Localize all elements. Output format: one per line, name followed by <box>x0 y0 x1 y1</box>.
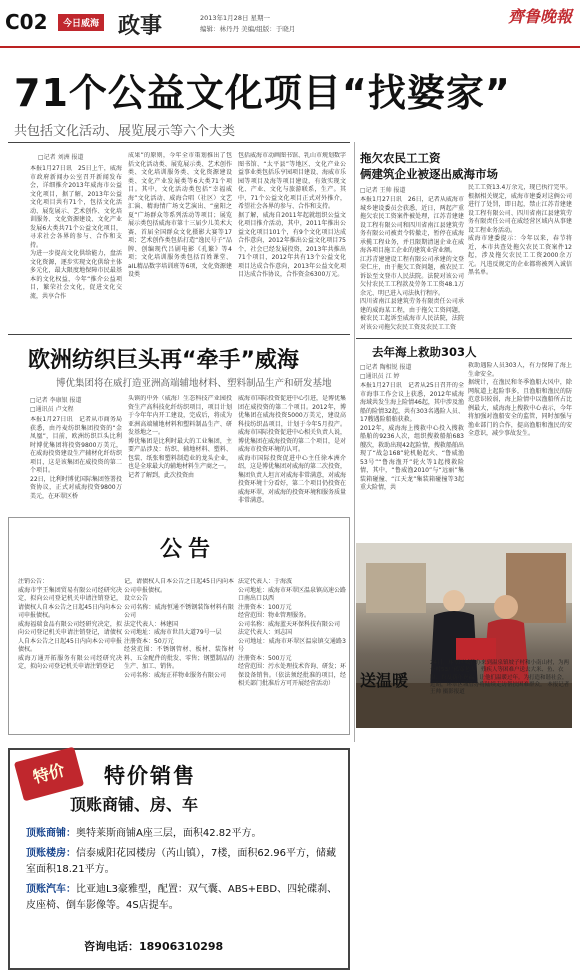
news-photo <box>356 543 572 728</box>
ad-line-shop-label: 顶账商铺： <box>26 828 76 839</box>
story2-byline-1: □记者 李康银 报道 <box>30 397 82 404</box>
ad-title: 特价销售 <box>104 764 196 788</box>
ad-phone: 咨询电话：18906310298 <box>84 940 224 953</box>
story2-subhead: 博优集团将在威打造亚洲高端辅地材料、塑料制品生产和研发基地 <box>56 378 332 389</box>
story4-col1: 本报1月27日讯 记者从25日召开的全市海事工作会议上获悉，2012年威海海域共发生海上险情46起，其中涉及渔船的险情32起，共有303名遇险人员、17艘遇险船舶获救。 2012年，威海海上搜救中心投入搜救船舶的9236人次，组织搜救船舶683艘次，救助出现42起险情，搜救船舶出现了“战急168”轮机舱起火、“鲁威渔53号”“鲁海渔开”轮火等1起搜救险情，其中，“鲁威渔2010”与“远丽”集装箱碰撞、“江天龙”集装箱碰撞等3起重大险情，共 <box>360 382 464 491</box>
story2-headline: 欧洲纺织巨头再“牵手”威海 <box>28 348 299 373</box>
divider <box>356 338 572 339</box>
story2-col2: 头镇的中外（威海）生态科技产业园投资生产高科技化纤纺织项目，项目计划于今年年内开工建设，完成后，将成为亚洲高端辅地材料和塑料制品生产、研发基地之一。 博优集团是比利时最大的工业集团，主要产品涉及：纺织、辅地材料、塑料、包装、纸张和塑料制造业的龙头企业，也是全球最大的辅地材料生产商之一。 记者了解到，此次投资由 <box>128 395 232 479</box>
story1-subhead: 共包括文化活动、展览展示等六个大类 <box>14 124 236 139</box>
story3-col1: 本报1月27日讯 26日，记者从威海市城乡建设委员会获悉，近日，两起产重拖欠农民工资案件被处理，江苏青建建设工程有限公司和四川省南江县建筑劳务有限公司被责令转撤走，暂停在威海承揽工程业务，并且限期清退企业在威海各项目施工企业的建筑业营业额。 江苏青建建设工程有限公司承建的文登荣仁庄，由于拖欠工资问题，被农民工诉讼至文登市人民法院。法院对该公司欠付农民工工程款及劳务工工资48.1万余元、明已进入司法执行程序。 四川省南江县建筑劳务有限责任公司承建的威海某工程，由于拖欠工资问题，被农民工起诉至威海市人民法院，法院对该公司拖欠农民工资及农民工工资 <box>360 196 464 330</box>
story1-byline: □记者 刘洲 报道 <box>38 154 84 161</box>
date-line: 2013年1月28日 星期一 <box>200 14 271 22</box>
story3-byline: □记者 王帅 报道 <box>360 187 406 194</box>
story1-col3: 包括威海市动画图书馆、乳山市规划数字图书馆、“太平县”等地区、文化产业公益事业类包括乐亨园项目建设、海威市乐园等项目及海等项目建设，有效实现文化、产业、文化与旅游联系，生产。其中，71个公益文化项目正式对外推介，希望社会各界的参与、合作和支持。 据了解，威海自2011年起就组织公益文化项目推介活动，其中，2011年推出公益文化项目101个，有9个文化项目达成合作意向，2012年推出公益文化项目75个，社会已经发展投资，2013年共推出71个项目，2012年共有13个公益文化项目达成合作意向，2013年公益文化项目达成合作协议，合作资金6300万元。 <box>238 152 346 278</box>
story2-col1: 本报1月27日讯 记者从市商务局获悉，由丹麦纺织集团投资的“金凤凰”，目前，欧洲纺织巨头比利时博优集团将投资9800万美元，在威海投资建设生产辅材化纤纺织项目，这是该集团在威投资的第二个项目。 22日，比利时博优国际集团签署投资协议，正式对威海投资9800万美元，在环翠区桥 <box>30 416 122 500</box>
story5-headline: 送温暖 <box>360 671 409 690</box>
notice-col3: 法定代表人：于海波 公司地址：威海市环翠区温泉镇高速公路口南出口以西 注册资本：100万元 经营范围：物业管理服务。 公司名称：威海蓝天环保科技有限公司 法定代表人：刘志国 公司地址：威海市环翠区温泉镇交通路3号 注册资本：500万元 经营范围：污水处理技术咨询、研发；环保设备销售。（依法须经批准的项目，经相关部门批准后方可开展经营活动） <box>238 578 346 687</box>
story1-col1: 本报1月27日讯 25日上午，威海市政府新闻办公室召开新闻发布会，详细推介2013年威海市公益文化项目，据了解，2013年公益文化项目共有71个，包括文化活动、展览展示、艺术创作、文化培训服务、文化资源建设、文化产业发展6大类共71个公益文化项目，寻求社会各界的参与、合作和支持。 为进一步提高文化供给能力，盘活文化资源，逐步实现文化供给主体多元化，最大限度地保障市民最基本的文化权益，今年“推介公益项目，繁荣社会文化，促进文化交流，共享合作 <box>30 165 122 300</box>
notice-col2: 记，请债权人自本公告之日起45日内向本公司申报债权。 设立公告 公司名称：威海恒通不锈钢装饰材料有限公司 法定代表人：林建国 公司地址：威海市世昌大道79号一层 注册资本：50万元 经营范围：不锈钢管材、板材、装饰材料、五金配件的批发、零售；钢塑制品的生产、加工、销售。 公司名称：威海正祥物业服务有限公司 <box>124 578 234 679</box>
story4-col2: 救助遇险人员303人，有力保障了海上生命安全。 据统计，在渔民和冬季渔船大风中，除网航道上起险事多，且渔船和渔民的防范意识较弱，海上险情中以渔船所占比例最大，威海海上搜救中心表示，今年将加强对渔船安全的监管，同时加强与渔业部门的合作，提高渔船和渔民的安全意识，减少事故发生。 <box>468 362 572 437</box>
ad-line-house-label: 顶账楼房： <box>26 848 76 859</box>
story2-byline-2: □通讯员 卢文程 <box>30 406 74 413</box>
divider <box>8 334 350 335</box>
ad-line-car <box>26 882 344 914</box>
page-number: C02 <box>5 10 48 34</box>
photo-caption: 24日，环翠区城管办来到温泉镇坡子村和小南山村，为两个村53户孤寡老人、残疾人等困难户送去大米、鱼、衣服、以及新年祝福，让他们温暖过年。为打造和谐社会，近期，环翠区城管办将陆续走访帮扶困难群众。 本报记者 王帅 摄影报道 <box>430 660 570 696</box>
story2-col3: 威海市国际投资促进中心引进，是博优集团在威投资的第二个项目。2012年，博优集团在威海投资5000万美元，建设高科技纺织品项目，计划于今年5月投产。威海市国际投资促进中心相关负责人说，博优集团在威海投资的第二个项目，是对威海市投资环境的认可。 威海市国际投资促进中心主任徐本洲介绍，这是博优集团对威海的第二次投资，集团负责人坦言对威海非常满意，对威海投资环境十分看好，第二个项目仍投资在威海环翠，对威海的投资环境和服务质量非常满意。 <box>238 395 346 504</box>
section-title: 政事 <box>118 13 163 39</box>
ad-line-house-text: 信泰威阳花园楼房（芮山镇），7楼，面积62.96平方，储藏室面积18.21平方。 <box>26 848 336 875</box>
story3-headline-2: 俩建筑企业被逐出威海市场 <box>360 167 498 181</box>
ad-badge: 特价 <box>14 747 84 802</box>
ad-line-shop <box>26 826 344 842</box>
ad-line-car-text: 比亚迪L3豪雅型，配置：双气囊、ABS+EBD、四轮碟刹、皮座椅、倒车影像等。4S店提车。 <box>26 884 338 911</box>
story4-byline-2: □通讯员 江 婷 <box>360 373 400 380</box>
ad-line-shop-text: 奥特莱斯商铺A座三层，面积42.82平方。 <box>76 828 262 839</box>
story1-col2: 成果”的原则，今年全市策划推出了包括文化活动类、展览展示类、艺术创作类、文化培训服务类、文化资源建设类、文化产业发展类等6大类71个项目。其中，文化活动类包括“幸福威海”文化活动、威海合唱（社区）文艺汇演、精海情广场文艺演出、“童阳之夏”广场群众等系列活动等项目；展览展示类包括威海市第十三届少儿美术大赛、首届全国群众文化摄影大赛等17项；艺术创作类包括打造“逸民号子”品牌、创编现代吕剧电影《孔繁》等4项；文化培训服务类包括百姓课堂、aIL精品数字培训班等6项，文化资源建设类 <box>128 152 232 278</box>
story3-headline-1: 拖欠农民工工资 <box>360 151 441 165</box>
story4-headline: 去年海上救助303人 <box>372 345 477 359</box>
story4-byline-1: □记者 陶相锐 报道 <box>360 364 412 371</box>
newspaper-logo: 齊鲁晚報 <box>507 7 572 26</box>
ad-line-car-label: 顶账汽车： <box>26 884 76 895</box>
notice-col1: 注销公告： 威海市宇王集团贸易有限公司经研究决定，拟向公司登记机关申请注销登记，请债权人自本公告之日起45日内向本公司申报债权。 威海福瑞食品有限公司经研究决定，拟向公司登记机关申请注销登记，请债权人自本公告之日起45日内向本公司申报债权。 威海万通开拓服务有限公司经研究决定，拟向公司登记机关申请注销登记 <box>18 578 122 670</box>
photo-illustration <box>356 543 572 728</box>
story1-headline: 71个公益文化项目“找婆家” <box>14 71 511 115</box>
ad-line-house <box>26 846 344 878</box>
column-divider <box>354 142 355 742</box>
notice-title: 公告 <box>160 537 217 562</box>
editors-line: 编辑：林丹丹 美编/组版：于晓月 <box>200 25 296 33</box>
section-label: 今日威海 <box>58 14 104 31</box>
divider <box>8 142 350 143</box>
story3-col2: 民工工资13.4万余元，现已执行完毕。 根据相关规定，威海市建委对这俩公司进行了处罚，即日起，禁止江苏青建建设工程有限公司、四川省南江县建筑劳务有限责任公司在威经营区域内从事建设工程业务活动。 威海市建委提示：今年以来，春节将近，本市共查处拖欠农民工资案件12起，涉及拖欠农民工工资2000余万元。凡违反规定的企业都将被列入诚信黑名单。 <box>468 184 572 276</box>
ad-subtitle: 顶账商铺、房、车 <box>70 795 199 814</box>
